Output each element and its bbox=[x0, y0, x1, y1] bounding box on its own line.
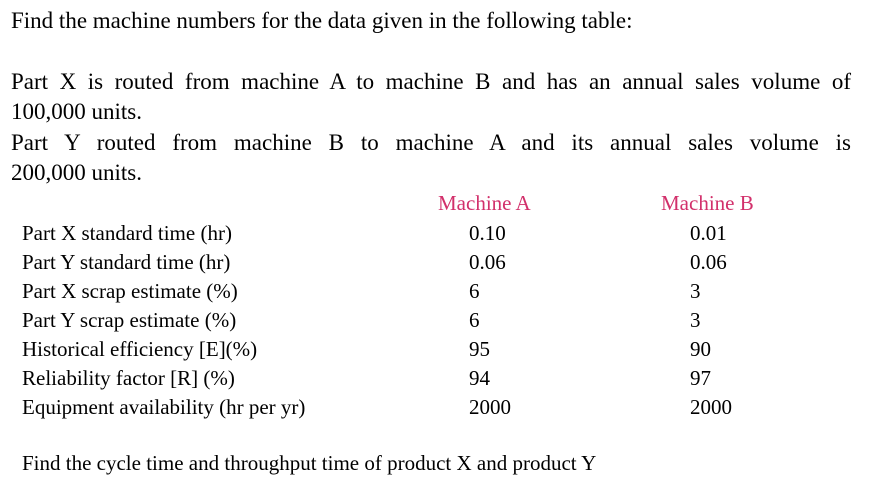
part-x-description-line-2: 100,000 units. bbox=[11, 99, 142, 124]
table-row bbox=[0, 248, 869, 277]
part-y-description-line-1: Part Y routed from machine B to machine A and its annual sales volume is bbox=[11, 130, 851, 155]
column-header-machine-b: Machine B bbox=[661, 191, 754, 215]
row-label: Historical efficiency [E](%) bbox=[22, 337, 258, 361]
machine-b-value: 0.01 bbox=[690, 221, 727, 245]
part-x-description-line-1: Part X is routed from machine A to machine B and has an annual sales volume of bbox=[11, 69, 851, 94]
row-label: Part X scrap estimate (%) bbox=[22, 279, 238, 303]
table-row bbox=[0, 335, 869, 364]
table-row bbox=[0, 306, 869, 335]
column-header-machine-a: Machine A bbox=[438, 191, 531, 215]
row-label: Part X standard time (hr) bbox=[22, 221, 232, 245]
part-y-description-line-2: 200,000 units. bbox=[11, 160, 142, 185]
row-label: Part Y scrap estimate (%) bbox=[22, 308, 237, 332]
cycle-time-question: Find the cycle time and throughput time of product X and product Y bbox=[22, 451, 597, 475]
problem-heading: Find the machine numbers for the data given in the following table: bbox=[11, 8, 633, 33]
machine-data-table bbox=[0, 189, 869, 429]
machine-a-value: 2000 bbox=[469, 395, 511, 419]
row-label: Part Y standard time (hr) bbox=[22, 250, 231, 274]
table-row bbox=[0, 277, 869, 306]
machine-b-value: 3 bbox=[690, 308, 701, 332]
table-row bbox=[0, 393, 869, 422]
row-label: Reliability factor [R] (%) bbox=[22, 366, 235, 390]
table-row bbox=[0, 364, 869, 393]
machine-a-value: 0.10 bbox=[469, 221, 506, 245]
machine-a-value: 94 bbox=[469, 366, 490, 390]
machine-b-value: 3 bbox=[690, 279, 701, 303]
machine-a-value: 95 bbox=[469, 337, 490, 361]
row-label: Equipment availability (hr per yr) bbox=[22, 395, 306, 419]
machine-b-value: 97 bbox=[690, 366, 711, 390]
machine-a-value: 0.06 bbox=[469, 250, 506, 274]
machine-a-value: 6 bbox=[469, 279, 480, 303]
machine-b-value: 90 bbox=[690, 337, 711, 361]
machine-a-value: 6 bbox=[469, 308, 480, 332]
machine-b-value: 2000 bbox=[690, 395, 732, 419]
machine-b-value: 0.06 bbox=[690, 250, 727, 274]
table-row bbox=[0, 219, 869, 248]
